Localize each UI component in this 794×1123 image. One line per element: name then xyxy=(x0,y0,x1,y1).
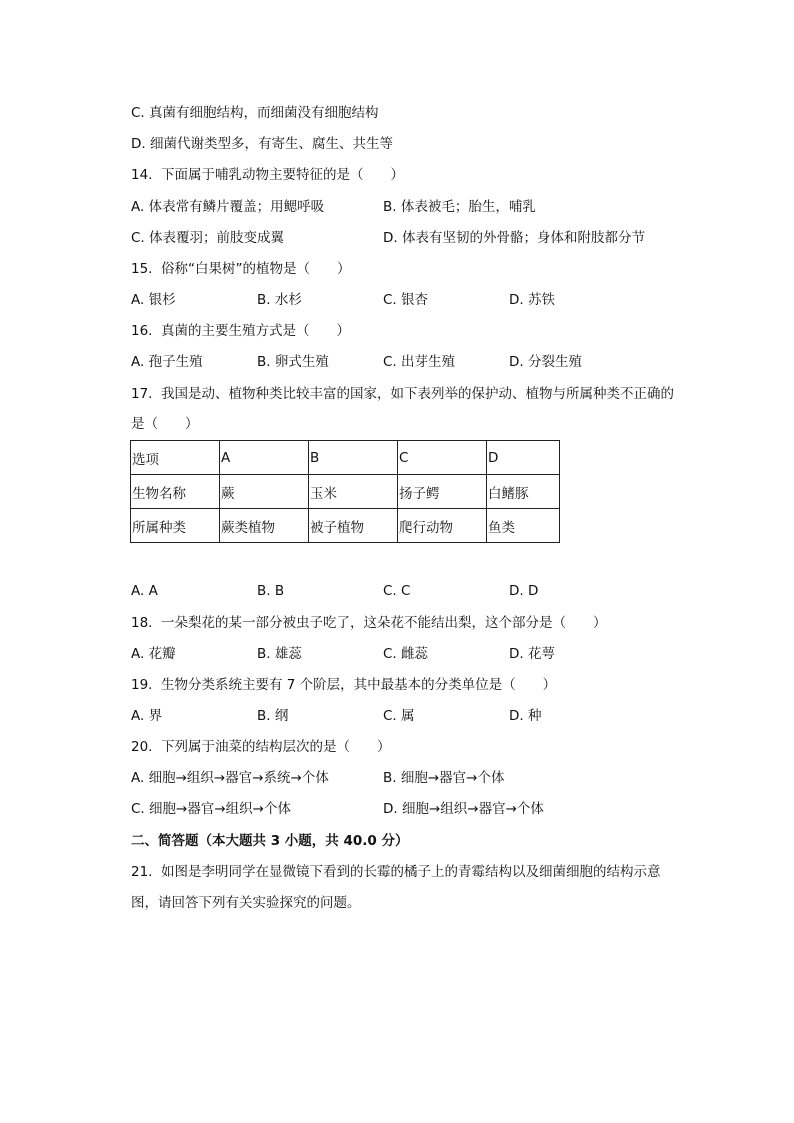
question-number: 21. xyxy=(131,864,153,880)
q16-stem xyxy=(131,322,350,340)
q20-option-a: A. 细胞→组织→器官→系统→个体 xyxy=(131,770,329,786)
q20-option-b: B. 细胞→器官→个体 xyxy=(383,770,505,786)
q17-option-a: A. A xyxy=(131,583,158,599)
q18-option-d: D. 花萼 xyxy=(509,646,555,662)
table-cell: 蕨 xyxy=(220,475,309,509)
q17-stem xyxy=(131,385,674,403)
question-text: 下面属于哺乳动物主要特征的是（ ） xyxy=(161,167,404,183)
table-cell: 被子植物 xyxy=(309,509,398,543)
question-number: 18. xyxy=(131,615,153,631)
q15-option-b: B. 水杉 xyxy=(257,292,302,308)
q18-option-c: C. 雌蕊 xyxy=(383,646,429,662)
q17-option-c: C. C xyxy=(383,583,411,599)
table-row xyxy=(131,441,560,475)
table-cell: 生物名称 xyxy=(131,475,220,509)
q15-option-d: D. 苏铁 xyxy=(509,292,555,308)
question-number: 19. xyxy=(131,677,153,693)
q21-stem xyxy=(131,863,661,881)
q21-stem-continued: 图，请回答下列有关实验探究的问题。 xyxy=(131,895,361,911)
q14-option-d: D. 体表有坚韧的外骨骼；身体和附肢都分节 xyxy=(383,230,645,246)
q16-option-a: A. 孢子生殖 xyxy=(131,354,203,370)
q16-option-c: C. 出芽生殖 xyxy=(383,354,456,370)
question-text: 俗称“白果树”的植物是（ ） xyxy=(161,261,351,277)
q16-option-b: B. 卵式生殖 xyxy=(257,354,329,370)
q20-stem xyxy=(131,738,391,756)
table-cell: 鱼类 xyxy=(487,509,560,543)
table-row xyxy=(131,509,560,543)
q16-option-d: D. 分裂生殖 xyxy=(509,354,582,370)
question-number: 14. xyxy=(131,167,153,183)
table-cell: 爬行动物 xyxy=(398,509,487,543)
question-text: 一朵梨花的某一部分被虫子吃了，这朵花不能结出梨，这个部分是（ ） xyxy=(161,615,607,631)
q20-option-d: D. 细胞→组织→器官→个体 xyxy=(383,801,544,817)
q20-option-c: C. 细胞→器官→组织→个体 xyxy=(131,801,291,817)
table-cell: D xyxy=(487,441,560,475)
q19-option-d: D. 种 xyxy=(509,708,542,724)
q14-option-c: C. 体表覆羽；前肢变成翼 xyxy=(131,230,285,246)
q17-option-b: B. B xyxy=(257,583,285,599)
q18-option-b: B. 雄蕊 xyxy=(257,646,302,662)
table-row xyxy=(131,475,560,509)
q14-option-a: A. 体表常有鳞片覆盖；用鳃呼吸 xyxy=(131,199,325,215)
table-cell: C xyxy=(398,441,487,475)
q19-stem xyxy=(131,676,556,694)
table-cell: 扬子鳄 xyxy=(398,475,487,509)
q13-option-d: D. 细菌代谢类型多，有寄生、腐生、共生等 xyxy=(131,136,393,152)
q17-stem-continued: 是（ ） xyxy=(131,416,199,432)
q18-stem xyxy=(131,614,607,632)
question-text: 生物分类系统主要有 7 个阶层，其中最基本的分类单位是（ ） xyxy=(161,677,557,693)
q17-option-d: D. D xyxy=(509,583,539,599)
q14-stem xyxy=(131,166,404,184)
q18-option-a: A. 花瓣 xyxy=(131,646,176,662)
table-cell: B xyxy=(309,441,398,475)
q15-option-c: C. 银杏 xyxy=(383,292,429,308)
q14-option-b: B. 体表被毛；胎生，哺乳 xyxy=(383,199,536,215)
table-cell: 玉米 xyxy=(309,475,398,509)
table-cell: 蕨类植物 xyxy=(220,509,309,543)
table-cell: 选项 xyxy=(131,441,220,475)
section-heading: 二、简答题（本大题共 3 小题，共 40.0 分） xyxy=(131,833,409,849)
q13-option-c: C. 真菌有细胞结构，而细菌没有细胞结构 xyxy=(131,105,379,121)
q15-stem xyxy=(131,260,351,278)
q15-option-a: A. 银杉 xyxy=(131,292,176,308)
q19-option-b: B. 纲 xyxy=(257,708,289,724)
table-cell: A xyxy=(220,441,309,475)
q19-option-a: A. 界 xyxy=(131,708,163,724)
question-text: 下列属于油菜的结构层次的是（ ） xyxy=(161,739,391,755)
question-text: 我国是动、植物种类比较丰富的国家，如下表列举的保护动、植物与所属种类不正确的 xyxy=(161,386,674,402)
question-text: 真菌的主要生殖方式是（ ） xyxy=(161,323,350,339)
q19-option-c: C. 属 xyxy=(383,708,415,724)
table-cell: 所属种类 xyxy=(131,509,220,543)
question-number: 20. xyxy=(131,739,153,755)
species-table xyxy=(130,440,560,543)
question-text: 如图是李明同学在显微镜下看到的长霉的橘子上的青霉结构以及细菌细胞的结构示意 xyxy=(161,864,661,880)
table-cell: 白鳍豚 xyxy=(487,475,560,509)
question-number: 15. xyxy=(131,261,153,277)
question-number: 17. xyxy=(131,386,153,402)
question-number: 16. xyxy=(131,323,153,339)
